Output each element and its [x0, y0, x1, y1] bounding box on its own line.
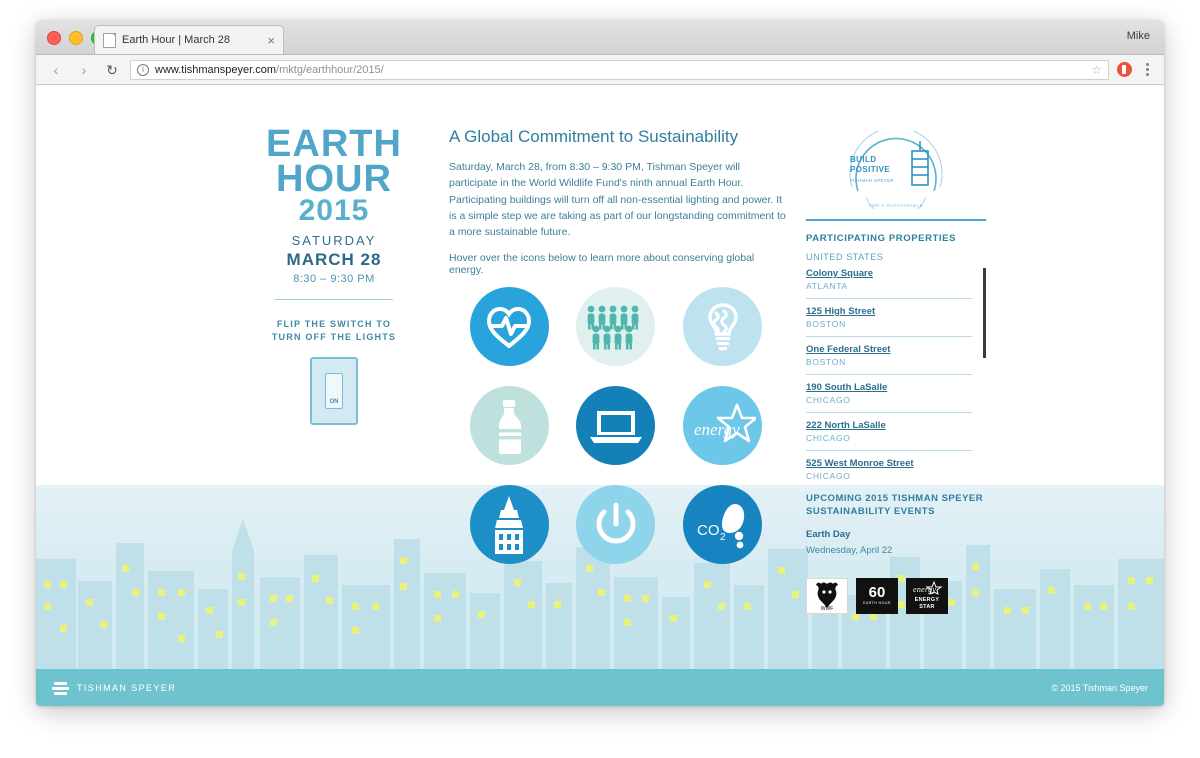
switch-toggle[interactable] [325, 373, 343, 409]
power-button-icon[interactable] [576, 485, 655, 564]
water-bottle-glyph [491, 398, 527, 454]
light-bulb-icon[interactable] [683, 287, 762, 366]
back-icon[interactable]: ‹ [53, 61, 59, 78]
energy-star-badge-text: ENERGY STAR [914, 596, 940, 610]
property-name-link[interactable]: One Federal Street [806, 344, 891, 355]
divider [275, 299, 393, 300]
property-city: CHICAGO [806, 395, 851, 405]
list-item[interactable] [806, 458, 972, 482]
page-favicon-icon [103, 33, 116, 48]
property-name-link[interactable]: 222 North LaSalle [806, 420, 886, 431]
earth-hour-60-label [863, 585, 891, 606]
country-label: UNITED STATES [806, 252, 884, 262]
earth-hour-masthead [254, 123, 414, 425]
co2-footprint-icon[interactable] [683, 485, 762, 564]
power-button-glyph [591, 500, 641, 550]
build-positive-wordmark [850, 155, 890, 175]
bookmark-star-icon[interactable]: ☆ [1091, 62, 1102, 77]
badge-60-number: 60 [868, 584, 886, 602]
logo-subtitle: TISHMAN SPEYER [850, 178, 894, 183]
switch-plate[interactable] [310, 357, 358, 425]
event-item-date: Wednesday, April 22 [806, 544, 893, 556]
hover-instructions: Hover over the icons below to learn more about conserving global energy. [449, 252, 755, 277]
svg-text:2: 2 [719, 531, 726, 543]
svg-text:WWF: WWF [820, 605, 834, 611]
badge-60-sub: EARTH HOUR [863, 601, 891, 606]
event-date: MARCH 28 [286, 249, 382, 269]
events-heading-line1: UPCOMING 2015 TISHMAN SPEYER [806, 493, 984, 504]
build-positive-logo [836, 131, 956, 209]
events-heading [806, 492, 986, 519]
list-item[interactable] [806, 382, 972, 413]
toolbar-right-actions [1117, 62, 1154, 77]
panda-logo-icon [814, 581, 840, 611]
browser-window [36, 20, 1164, 706]
svg-text:energy: energy [913, 584, 937, 594]
people-group-icon[interactable] [576, 287, 655, 366]
laptop-glyph [588, 405, 644, 447]
energy-star-badge[interactable] [906, 578, 948, 614]
browser-titlebar [36, 20, 1164, 55]
page-title: A Global Commitment to Sustainability [449, 127, 739, 146]
event-weekday: SATURDAY [291, 232, 377, 248]
page-viewport [36, 85, 1164, 706]
event-title [254, 123, 414, 227]
url-path: /mktg/earthhour/2015/ [276, 63, 384, 76]
browser-profile-name[interactable]: Mike [1126, 30, 1150, 42]
logo-line1: BUILD [850, 155, 877, 164]
flip-instructions-line1: FLIP THE SWITCH TO [276, 318, 392, 329]
water-bottle-icon[interactable] [470, 386, 549, 465]
minimize-window-button[interactable] [69, 31, 83, 45]
property-city: BOSTON [806, 319, 846, 329]
list-item[interactable] [806, 268, 972, 299]
event-item-name: Earth Day [806, 528, 851, 540]
site-info-icon[interactable]: i [137, 64, 149, 76]
main-content [449, 127, 789, 543]
page-footer [36, 669, 1164, 706]
skyscraper-icon[interactable] [470, 485, 549, 564]
footer-brand-name: TISHMAN SPEYER [77, 683, 177, 693]
forward-icon[interactable]: › [81, 61, 87, 78]
tab-title: Earth Hour | March 28 [122, 34, 231, 46]
close-window-button[interactable] [47, 31, 61, 45]
svg-text:CO: CO [696, 521, 720, 539]
property-name-link[interactable]: Colony Square [806, 268, 874, 279]
event-title-line1: EARTH [266, 123, 402, 165]
property-name-link[interactable]: 190 South LaSalle [806, 382, 888, 393]
list-item[interactable] [806, 420, 972, 451]
switch-state-label: ON [329, 398, 339, 405]
reload-icon[interactable]: ↻ [106, 61, 118, 78]
laptop-icon[interactable] [576, 386, 655, 465]
heart-pulse-icon[interactable] [470, 287, 549, 366]
sidebar [806, 131, 986, 614]
energy-star-glyph [690, 401, 756, 451]
extension-icon[interactable] [1117, 62, 1132, 77]
event-title-line2: HOUR [276, 157, 392, 200]
property-city: CHICAGO [806, 433, 851, 443]
svg-text:FOR A SUSTAINABLE: FOR A SUSTAINABLE [868, 203, 924, 208]
skyscraper-glyph [489, 496, 529, 554]
list-item[interactable] [806, 344, 972, 375]
property-city: BOSTON [806, 357, 846, 367]
property-city: CHICAGO [806, 471, 851, 481]
flip-switch-instructions [254, 318, 414, 345]
event-time: 8:30 – 9:30 PM [293, 272, 375, 285]
participating-properties-heading: PARTICIPATING PROPERTIES [806, 233, 957, 244]
event-year: 2015 [298, 193, 370, 227]
partner-badges [806, 578, 986, 614]
footer-copyright: © 2015 Tishman Speyer [1051, 683, 1148, 693]
property-name-link[interactable]: 125 High Street [806, 306, 876, 317]
property-city: ATLANTA [806, 281, 848, 291]
logo-line2: POSITIVE [850, 165, 891, 174]
intro-paragraph: Saturday, March 28, from 8:30 – 9:30 PM, Tishman Speyer will participate in the World Wildlife Fund's ninth annual Earth Hour. Participating buildings will turn off all non-essential lighting and power. It is a simple step we are taking as part of our longstanding commitment to a more sustainable future. [449, 161, 786, 239]
close-tab-icon[interactable]: × [267, 32, 275, 48]
sustainability-icon-grid [456, 287, 776, 564]
chrome-menu-icon[interactable] [1140, 63, 1154, 76]
address-bar[interactable] [130, 60, 1109, 80]
wwf-panda-badge[interactable] [806, 578, 848, 614]
browser-toolbar [36, 55, 1164, 85]
url-host: www.tishmanspeyer.com [155, 63, 277, 76]
sidebar-divider [806, 219, 986, 221]
energy-star-icon[interactable] [683, 386, 762, 465]
light-bulb-glyph [702, 301, 744, 353]
property-list[interactable] [806, 268, 986, 482]
svg-text:energy: energy [693, 419, 740, 439]
flip-instructions-line2: TURN OFF THE LIGHTS [271, 332, 397, 342]
light-switch-widget[interactable] [254, 357, 414, 425]
energy-star-label [907, 581, 947, 611]
scrollbar-thumb[interactable] [983, 268, 986, 358]
people-group-glyph [585, 304, 647, 350]
browser-tab[interactable] [94, 25, 284, 54]
property-list-scrollbar[interactable] [982, 268, 986, 482]
energy-star-badge-glyph [912, 581, 942, 595]
heart-pulse-glyph [486, 306, 532, 348]
list-item[interactable] [806, 306, 972, 337]
co2-footprint-glyph [695, 499, 751, 551]
events-heading-line2: SUSTAINABILITY EVENTS [806, 506, 935, 518]
earth-hour-60-badge[interactable] [856, 578, 898, 614]
tishman-speyer-logo-icon [52, 680, 69, 697]
property-name-link[interactable]: 525 West Monroe Street [806, 458, 914, 469]
